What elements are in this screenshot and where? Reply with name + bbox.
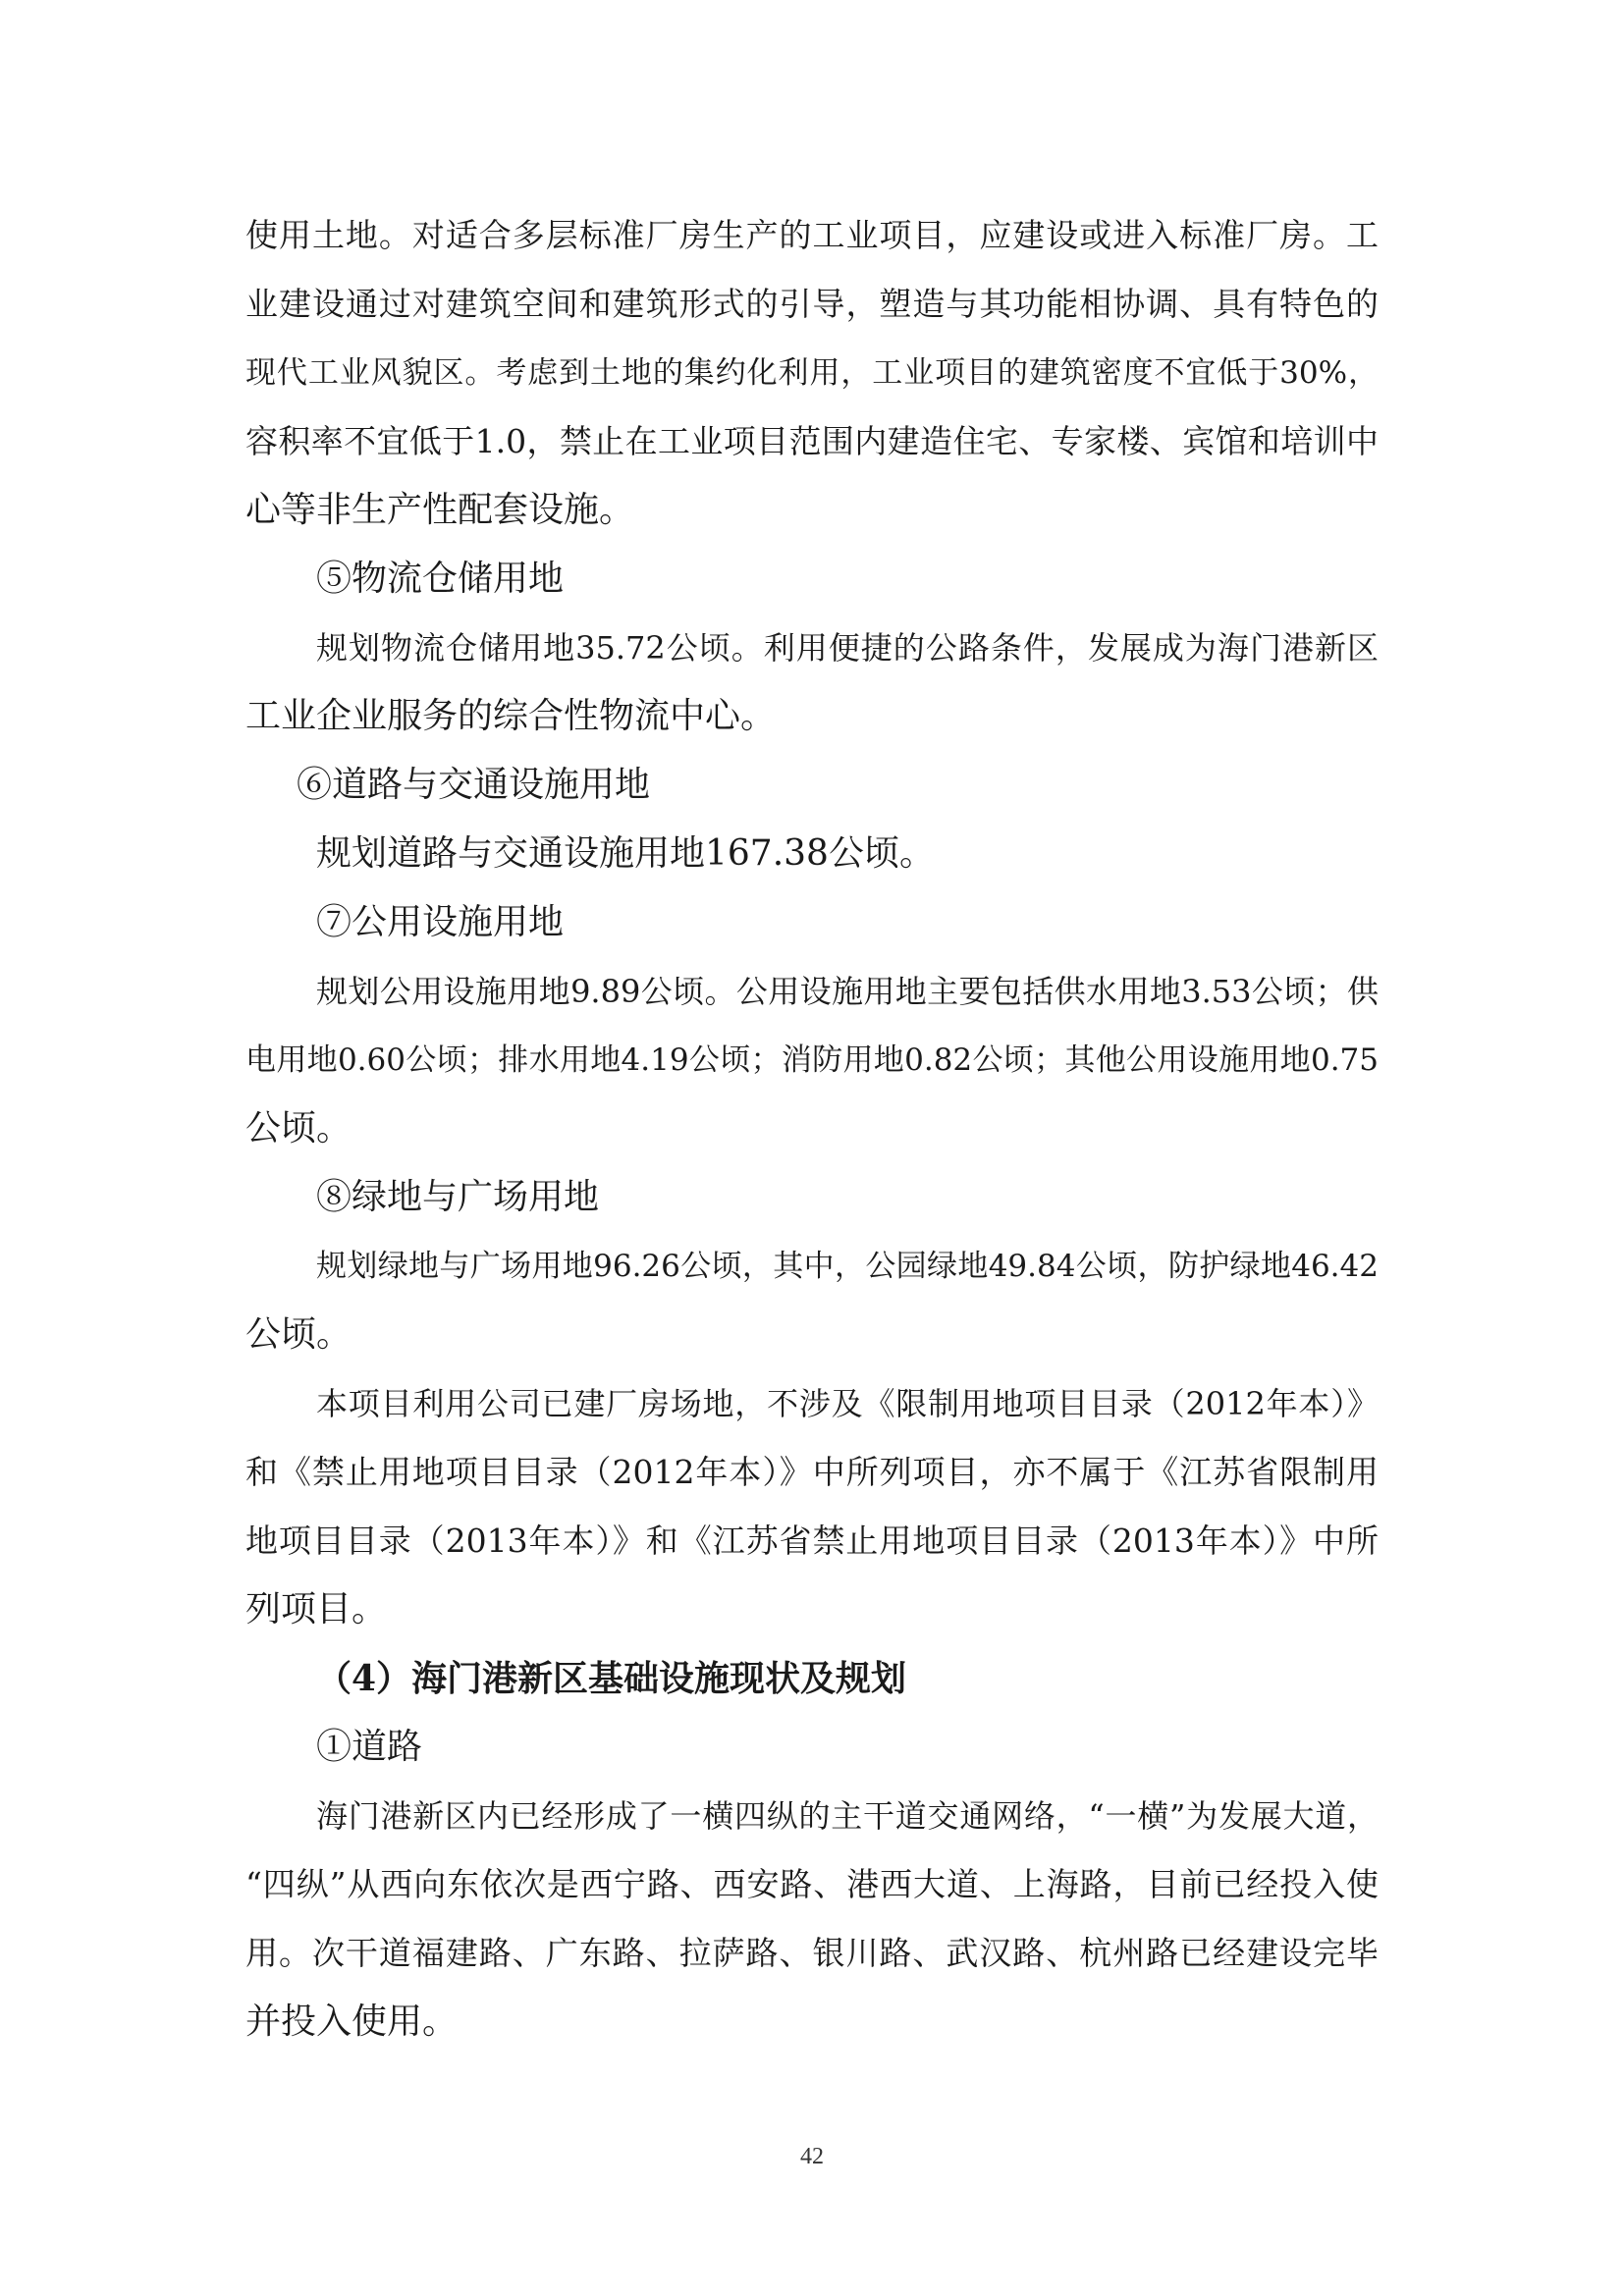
text-line: 用。次干道福建路、广东路、拉萨路、银川路、武汉路、杭州路已经建设完毕 bbox=[245, 1934, 1379, 1972]
section-heading: ⑥道路与交通设施用地 bbox=[297, 765, 651, 805]
text-line: 电用地0.60公顷；排水用地4.19公顷；消防用地0.82公顷；其他公用设施用地0.75 bbox=[245, 1042, 1379, 1078]
text-line: 规划公用设施用地9.89公顷。公用设施用地主要包括供水用地3.53公顷；供 bbox=[316, 973, 1379, 1010]
page-number: 42 bbox=[800, 2144, 824, 2169]
text-line: 规划道路与交通设施用地167.38公顷。 bbox=[316, 833, 935, 874]
text-line: 现代工业风貌区。考虑到土地的集约化利用，工业项目的建筑密度不宜低于30%， bbox=[245, 355, 1379, 391]
text-line: 和《禁止用地项目目录（2012年本）》中所列项目，亦不属于《江苏省限制用 bbox=[245, 1453, 1379, 1491]
text-line: 并投入使用。 bbox=[245, 2002, 459, 2042]
text-line: 列项目。 bbox=[245, 1589, 388, 1629]
text-line: 公顷。 bbox=[245, 1314, 352, 1355]
text-line: 公顷。 bbox=[245, 1108, 352, 1148]
subsection-heading: （4）海门港新区基础设施现状及规划 bbox=[316, 1658, 907, 1699]
text-line: 海门港新区内已经形成了一横四纵的主干道交通网络，“一横”为发展大道， bbox=[316, 1797, 1379, 1835]
text-line: 业建设通过对建筑空间和建筑形式的引导，塑造与其功能相协调、具有特色的 bbox=[245, 285, 1379, 323]
section-heading: ⑧绿地与广场用地 bbox=[316, 1177, 600, 1217]
text-line: 规划物流仓储用地35.72公顷。利用便捷的公路条件，发展成为海门港新区 bbox=[316, 629, 1379, 667]
text-line: 地项目目录（2013年本）》和《江苏省禁止用地项目目录（2013年本）》中所 bbox=[245, 1522, 1379, 1560]
text-line: 心等非生产性配套设施。 bbox=[245, 490, 635, 530]
text-line: 工业企业服务的综合性物流中心。 bbox=[245, 696, 777, 736]
section-heading: ⑦公用设施用地 bbox=[316, 902, 565, 942]
text-line: 使用土地。对适合多层标准厂房生产的工业项目，应建设或进入标准厂房。工 bbox=[245, 216, 1379, 254]
text-line: 本项目利用公司已建厂房场地，不涉及《限制用地项目目录（2012年本）》 bbox=[316, 1385, 1379, 1422]
section-heading: ⑤物流仓储用地 bbox=[316, 559, 565, 599]
text-line: 规划绿地与广场用地96.26公顷，其中，公园绿地49.84公顷，防护绿地46.42 bbox=[316, 1249, 1379, 1284]
text-line: 容积率不宜低于1.0，禁止在工业项目范围内建造住宅、专家楼、宾馆和培训中 bbox=[245, 422, 1379, 460]
section-heading: ①道路 bbox=[316, 1727, 423, 1767]
text-line: “四纵”从西向东依次是西宁路、西安路、港西大道、上海路，目前已经投入使 bbox=[245, 1865, 1379, 1903]
